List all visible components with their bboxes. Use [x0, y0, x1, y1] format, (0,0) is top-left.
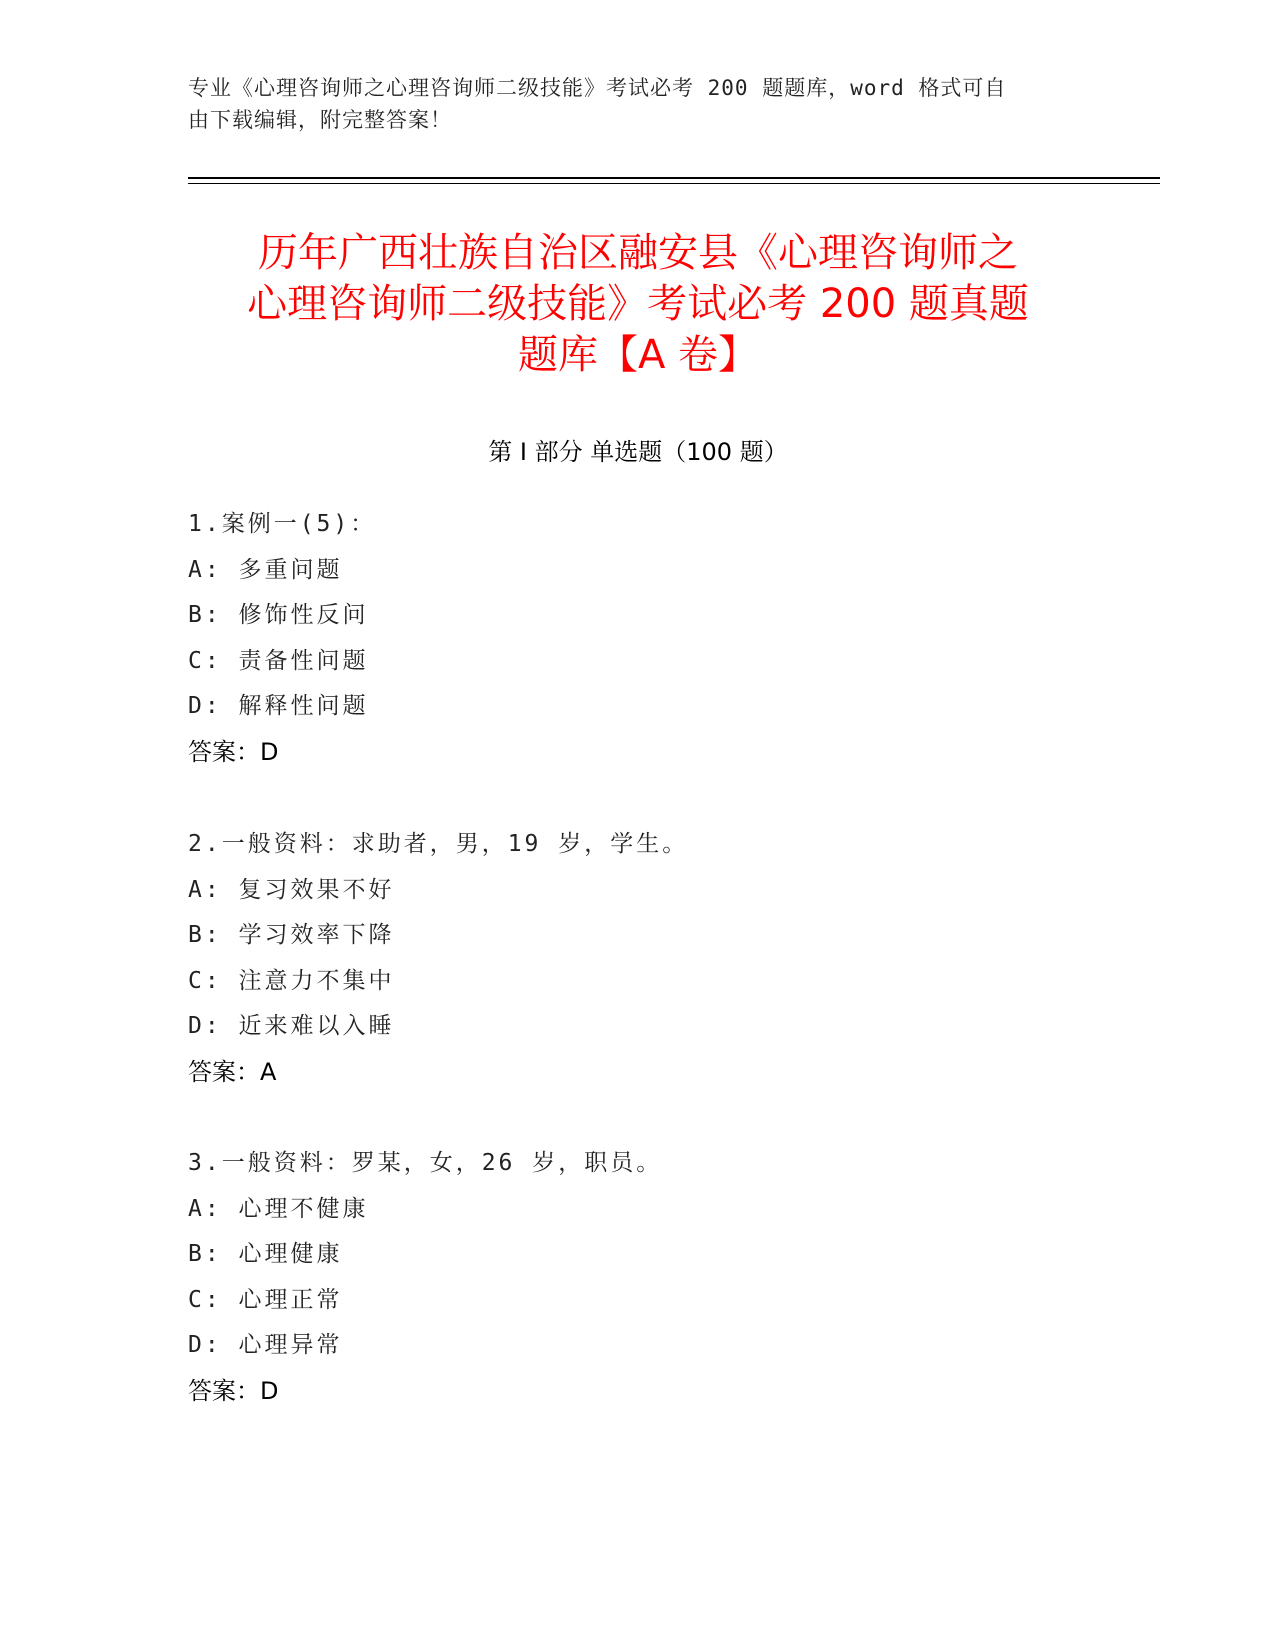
header-note-line-2: 由下载编辑，附完整答案！ — [188, 108, 452, 132]
question-1 — [188, 502, 1088, 775]
document-title-line-1: 历年广西壮族自治区融安县《心理咨询师之 — [258, 230, 1018, 276]
option-a: A: 多重问题 — [188, 556, 343, 583]
option-b: B: 学习效率下降 — [188, 922, 395, 948]
document-title-line-3: 题库【A 卷】 — [517, 332, 759, 378]
option-b: B: 修饰性反问 — [188, 602, 369, 628]
option-c: C: 责备性问题 — [188, 647, 369, 674]
answer-line: 答案：D — [188, 737, 279, 766]
header-divider-thin — [188, 183, 1160, 184]
document-title — [188, 228, 1088, 381]
header-note — [188, 72, 1088, 136]
header-note-line-1: 专业《心理咨询师之心理咨询师二级技能》考试必考 200 题题库，word 格式可自 — [188, 76, 1007, 100]
section-heading: 第 I 部分 单选题（100 题） — [488, 438, 788, 466]
question-stem: 3.一般资料：罗某，女，26 岁，职员。 — [188, 1150, 663, 1176]
answer-line: 答案：D — [188, 1376, 279, 1405]
question-3 — [188, 1141, 1088, 1414]
option-b: B: 心理健康 — [188, 1241, 343, 1267]
option-d: D: 心理异常 — [188, 1332, 343, 1358]
question-stem: 1.案例一(5)： — [188, 511, 377, 537]
question-stem: 2.一般资料：求助者，男，19 岁，学生。 — [188, 831, 689, 857]
option-a: A: 心理不健康 — [188, 1195, 369, 1222]
option-c: C: 心理正常 — [188, 1286, 343, 1313]
question-2 — [188, 822, 1088, 1095]
option-d: D: 解释性问题 — [188, 693, 369, 719]
option-d: D: 近来难以入睡 — [188, 1013, 395, 1039]
answer-line: 答案：A — [188, 1057, 277, 1086]
option-a: A: 复习效果不好 — [188, 876, 395, 903]
header-divider-thick — [188, 177, 1160, 179]
document-title-line-2: 心理咨询师二级技能》考试必考 200 题真题 — [247, 281, 1029, 327]
option-c: C: 注意力不集中 — [188, 967, 395, 994]
